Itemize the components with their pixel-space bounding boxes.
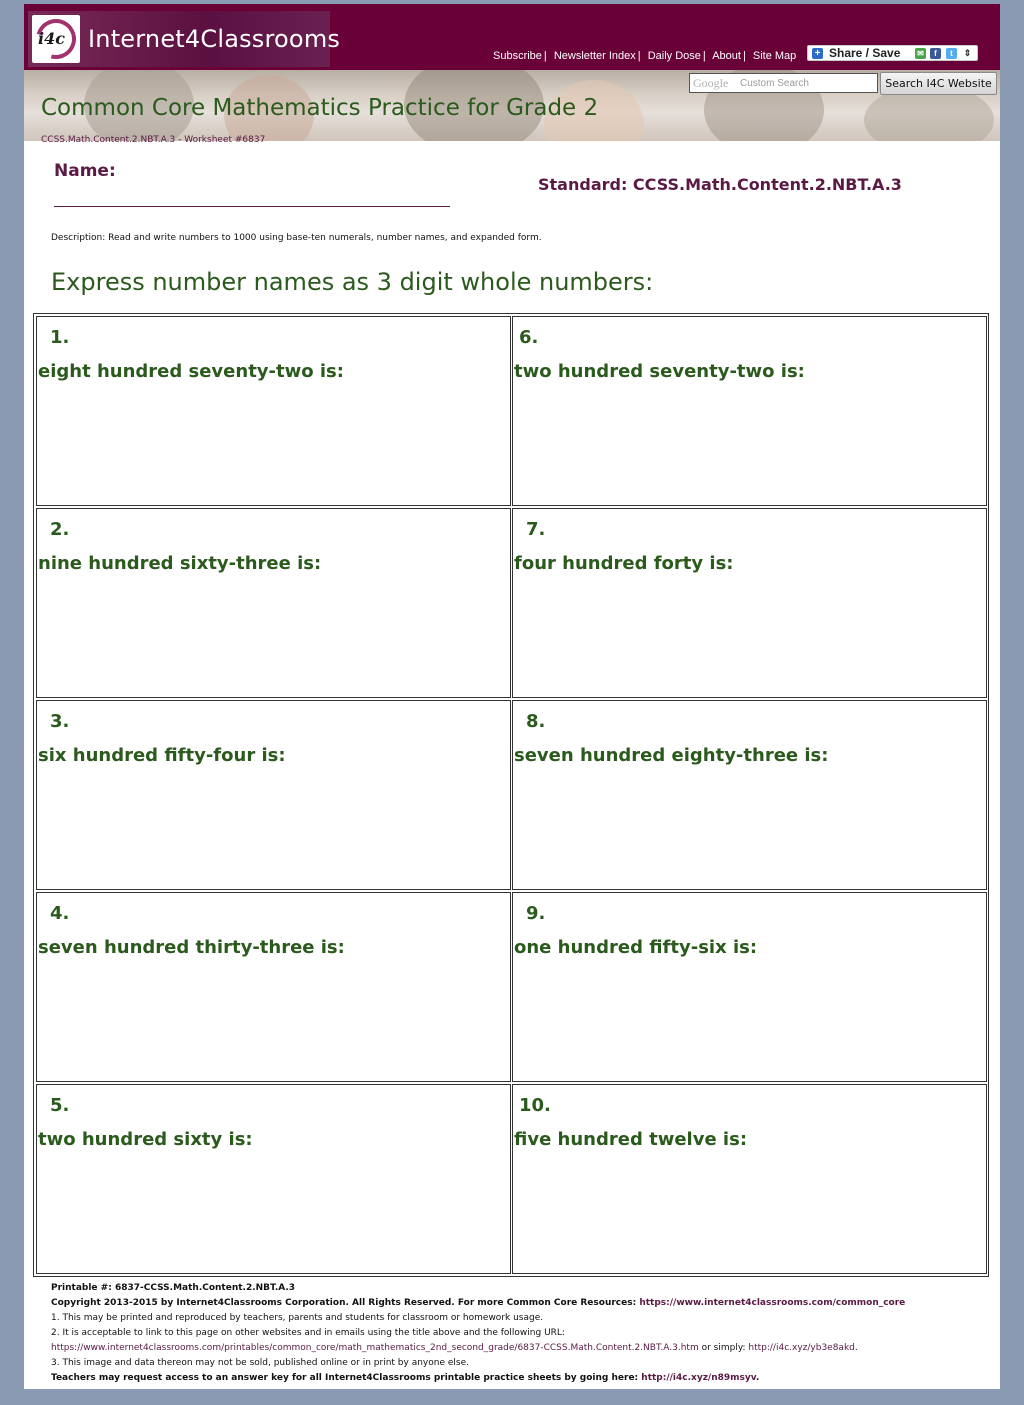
- share-plus-icon: +: [812, 48, 823, 59]
- question-text: seven hundred eighty-three is:: [514, 745, 829, 766]
- site-header: [24, 4, 1000, 70]
- question-text: two hundred sixty is:: [38, 1129, 253, 1150]
- question-cell-4: [36, 892, 511, 1082]
- usage-note-3: 3. This image and data thereon may not be sold, published online or in print by anyone else.: [51, 1358, 469, 1368]
- site-search-input[interactable]: [689, 73, 878, 93]
- worksheet-description: Description: Read and write numbers to 1000 using base-ten numerals, number names, and expanded form.: [51, 233, 542, 243]
- standard-label: Standard: CCSS.Math.Content.2.NBT.A.3: [538, 175, 902, 194]
- question-cell-5: [36, 1084, 511, 1274]
- nav-subscribe[interactable]: Subscribe: [493, 50, 542, 62]
- more-options-icon[interactable]: ⇕: [963, 48, 972, 58]
- nav-newsletter-index[interactable]: Newsletter Index: [553, 50, 636, 62]
- twitter-icon[interactable]: t: [946, 48, 957, 59]
- question-text: five hundred twelve is:: [514, 1129, 748, 1150]
- worksheet-page: [24, 4, 1000, 1389]
- facebook-icon[interactable]: f: [930, 48, 941, 59]
- question-cell-1: [36, 316, 511, 506]
- question-text: nine hundred sixty-three is:: [38, 553, 322, 574]
- question-cell-8: [512, 700, 987, 890]
- page-title: Common Core Mathematics Practice for Grade 2: [41, 95, 599, 121]
- question-number: 3.: [50, 711, 70, 732]
- search-placeholder: Custom Search: [740, 78, 809, 89]
- logo-badge-icon: [32, 15, 80, 63]
- question-text: eight hundred seventy-two is:: [38, 361, 344, 382]
- logo-text: Internet4Classrooms: [88, 25, 341, 53]
- answer-key-link[interactable]: http://i4c.xyz/n89msyv: [641, 1373, 756, 1383]
- question-text: seven hundred thirty-three is:: [38, 937, 345, 958]
- usage-note-1: 1. This may be printed and reproduced by teachers, parents and students for classroom or homework usage.: [51, 1313, 544, 1323]
- worksheet-url-link[interactable]: https://www.internet4classrooms.com/printables/common_core/math_mathematics_2nd_second_grade/6837-CCSS.Math.Content.2.NBT.A.3.htm: [51, 1343, 699, 1353]
- google-logo: Google: [693, 76, 729, 90]
- answer-key-line: [51, 1371, 991, 1386]
- copyright-text: Copyright 2013-2015 by Internet4Classrooms Corporation. All Rights Reserved. For more Common Core Resources:: [51, 1298, 640, 1308]
- question-text: two hundred seventy-two is:: [514, 361, 805, 382]
- worksheet-footer: [51, 1281, 991, 1386]
- or-simply-text: or simply:: [698, 1343, 749, 1353]
- question-number: 5.: [50, 1095, 70, 1116]
- question-text: four hundred forty is:: [514, 553, 734, 574]
- question-number: 1.: [50, 327, 70, 348]
- question-number: 7.: [526, 519, 546, 540]
- logo-badge-text: i4c: [38, 29, 65, 48]
- question-cell-6: [512, 316, 987, 506]
- question-cell-2: [36, 508, 511, 698]
- question-number: 2.: [50, 519, 70, 540]
- search-button[interactable]: Search I4C Website: [880, 72, 997, 95]
- answer-key-text: Teachers may request access to an answer key for all Internet4Classrooms printable practice sheets by going here:: [51, 1373, 642, 1383]
- common-core-link[interactable]: https://www.internet4classrooms.com/common_core: [639, 1298, 906, 1308]
- worksheet-heading: Express number names as 3 digit whole numbers:: [51, 268, 654, 296]
- question-cell-3: [36, 700, 511, 890]
- top-navigation: Subscribe | Newsletter Index | Daily Dose | About | Site Map: [493, 50, 797, 62]
- copyright-line: [51, 1296, 991, 1311]
- question-cell-9: [512, 892, 987, 1082]
- name-line: [54, 206, 450, 207]
- nav-daily-dose[interactable]: Daily Dose: [647, 50, 701, 62]
- name-label: Name:: [54, 161, 116, 181]
- period: .: [755, 1373, 760, 1383]
- usage-note-2: 2. It is acceptable to link to this page on other websites and in emails using the title above and the following URL:: [51, 1328, 565, 1338]
- question-number: 10.: [519, 1095, 551, 1116]
- question-grid: [33, 313, 989, 1277]
- question-number: 4.: [50, 903, 70, 924]
- worksheet-breadcrumb[interactable]: CCSS.Math.Content.2.NBT.A.3 - Worksheet #6837: [41, 135, 266, 145]
- site-logo[interactable]: [28, 11, 341, 67]
- question-number: 6.: [519, 327, 539, 348]
- url-line: [51, 1341, 991, 1356]
- short-url-link[interactable]: http://i4c.xyz/yb3e8akd: [748, 1343, 855, 1353]
- email-share-icon[interactable]: ✉: [915, 48, 926, 59]
- question-number: 8.: [526, 711, 546, 732]
- nav-site-map[interactable]: Site Map: [752, 50, 797, 62]
- share-save-button[interactable]: [807, 45, 978, 61]
- period: .: [854, 1343, 858, 1353]
- question-text: six hundred fifty-four is:: [38, 745, 286, 766]
- share-label: Share / Save: [829, 46, 901, 60]
- printable-number: Printable #: 6837-CCSS.Math.Content.2.NBT.A.3: [51, 1283, 296, 1293]
- question-cell-7: [512, 508, 987, 698]
- question-text: one hundred fifty-six is:: [514, 937, 758, 958]
- question-number: 9.: [526, 903, 546, 924]
- question-cell-10: [512, 1084, 987, 1274]
- nav-about[interactable]: About: [712, 50, 741, 62]
